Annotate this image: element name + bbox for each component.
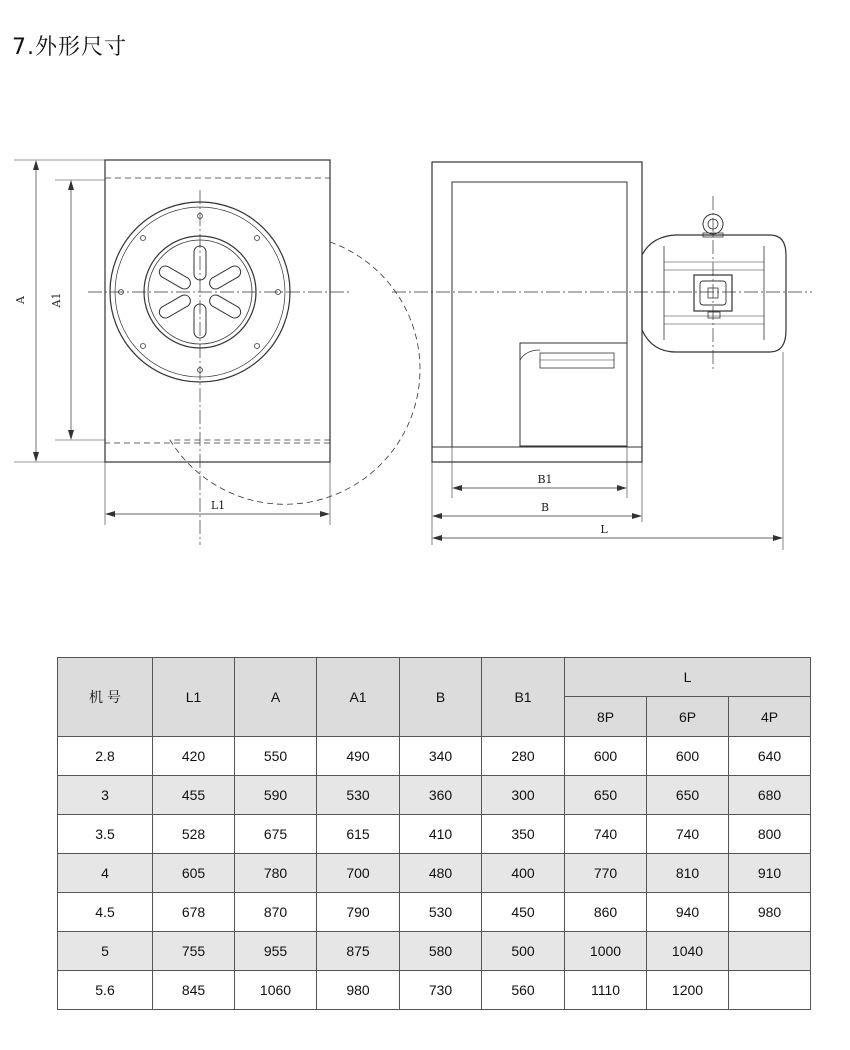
cell-4p — [729, 932, 811, 971]
cell-a1: 700 — [317, 854, 400, 893]
cell-a: 955 — [235, 932, 317, 971]
cell-l1: 678 — [153, 893, 235, 932]
volute-outline — [170, 242, 420, 504]
cell-4p: 910 — [729, 854, 811, 893]
cell-6p: 940 — [647, 893, 729, 932]
table-row — [58, 737, 811, 776]
dimension-table — [57, 657, 811, 1010]
dim-label-a: A — [14, 296, 27, 304]
dim-label-b1: B1 — [537, 473, 553, 486]
outline-drawing — [0, 140, 850, 560]
cell-a: 550 — [235, 737, 317, 776]
cell-l1: 605 — [153, 854, 235, 893]
cell-b: 480 — [400, 854, 482, 893]
cell-b1: 300 — [482, 776, 565, 815]
cell-4p: 800 — [729, 815, 811, 854]
cell-a: 780 — [235, 854, 317, 893]
front-view — [14, 160, 420, 545]
cell-4p: 980 — [729, 893, 811, 932]
cell-b: 340 — [400, 737, 482, 776]
cell-b: 730 — [400, 971, 482, 1010]
side-view — [392, 162, 812, 550]
cell-6p: 1040 — [647, 932, 729, 971]
cell-b1: 400 — [482, 854, 565, 893]
header-b1: B1 — [482, 658, 565, 737]
cell-a: 590 — [235, 776, 317, 815]
cell-8p: 860 — [565, 893, 647, 932]
header-l1: L1 — [153, 658, 235, 737]
cell-4p — [729, 971, 811, 1010]
cell-a: 1060 — [235, 971, 317, 1010]
side-housing-outer — [432, 162, 642, 462]
cell-b1: 350 — [482, 815, 565, 854]
table-row — [58, 776, 811, 815]
cell-a1: 875 — [317, 932, 400, 971]
cell-b: 580 — [400, 932, 482, 971]
cell-4p: 640 — [729, 737, 811, 776]
header-l: L — [565, 658, 811, 697]
cell-8p: 1110 — [565, 971, 647, 1010]
cell-8p: 600 — [565, 737, 647, 776]
table-row — [58, 971, 811, 1010]
table-row — [58, 854, 811, 893]
dim-label-l: L — [600, 523, 608, 536]
cell-6p: 650 — [647, 776, 729, 815]
cell-b1: 500 — [482, 932, 565, 971]
cell-b: 530 — [400, 893, 482, 932]
cell-b1: 280 — [482, 737, 565, 776]
dim-label-l1: L1 — [210, 499, 226, 512]
header-machine-no: 机 号 — [58, 658, 153, 737]
cell-6p: 740 — [647, 815, 729, 854]
cell-a1: 490 — [317, 737, 400, 776]
cell-no: 5 — [58, 932, 153, 971]
cell-l1: 455 — [153, 776, 235, 815]
header-b: B — [400, 658, 482, 737]
cell-b: 410 — [400, 815, 482, 854]
cell-l1: 528 — [153, 815, 235, 854]
cell-a: 675 — [235, 815, 317, 854]
cell-no: 3 — [58, 776, 153, 815]
table-row — [58, 893, 811, 932]
cell-l1: 755 — [153, 932, 235, 971]
cell-l1: 420 — [153, 737, 235, 776]
cell-8p: 770 — [565, 854, 647, 893]
cell-b1: 560 — [482, 971, 565, 1010]
cell-8p: 1000 — [565, 932, 647, 971]
cell-8p: 740 — [565, 815, 647, 854]
header-4p: 4P — [729, 697, 811, 737]
header-a: A — [235, 658, 317, 737]
cell-a: 870 — [235, 893, 317, 932]
cell-8p: 650 — [565, 776, 647, 815]
cell-no: 2.8 — [58, 737, 153, 776]
front-dashed-frame — [105, 178, 330, 443]
cell-a1: 980 — [317, 971, 400, 1010]
cell-no: 3.5 — [58, 815, 153, 854]
header-6p: 6P — [647, 697, 729, 737]
table-row — [58, 932, 811, 971]
cell-6p: 600 — [647, 737, 729, 776]
table-row — [58, 815, 811, 854]
dim-label-a1: A1 — [50, 292, 63, 308]
cell-a1: 530 — [317, 776, 400, 815]
cell-no: 4 — [58, 854, 153, 893]
section-title: 7.外形尺寸 — [12, 35, 127, 60]
cell-a1: 790 — [317, 893, 400, 932]
cell-no: 5.6 — [58, 971, 153, 1010]
dim-label-b: B — [540, 501, 550, 514]
side-housing-inner — [452, 182, 627, 447]
outlet-box — [520, 343, 627, 446]
cell-b1: 450 — [482, 893, 565, 932]
cell-no: 4.5 — [58, 893, 153, 932]
header-a1: A1 — [317, 658, 400, 737]
cell-6p: 1200 — [647, 971, 729, 1010]
cell-4p: 680 — [729, 776, 811, 815]
cell-l1: 845 — [153, 971, 235, 1010]
front-housing — [105, 160, 330, 462]
header-8p: 8P — [565, 697, 647, 737]
cell-6p: 810 — [647, 854, 729, 893]
cell-a1: 615 — [317, 815, 400, 854]
cell-b: 360 — [400, 776, 482, 815]
